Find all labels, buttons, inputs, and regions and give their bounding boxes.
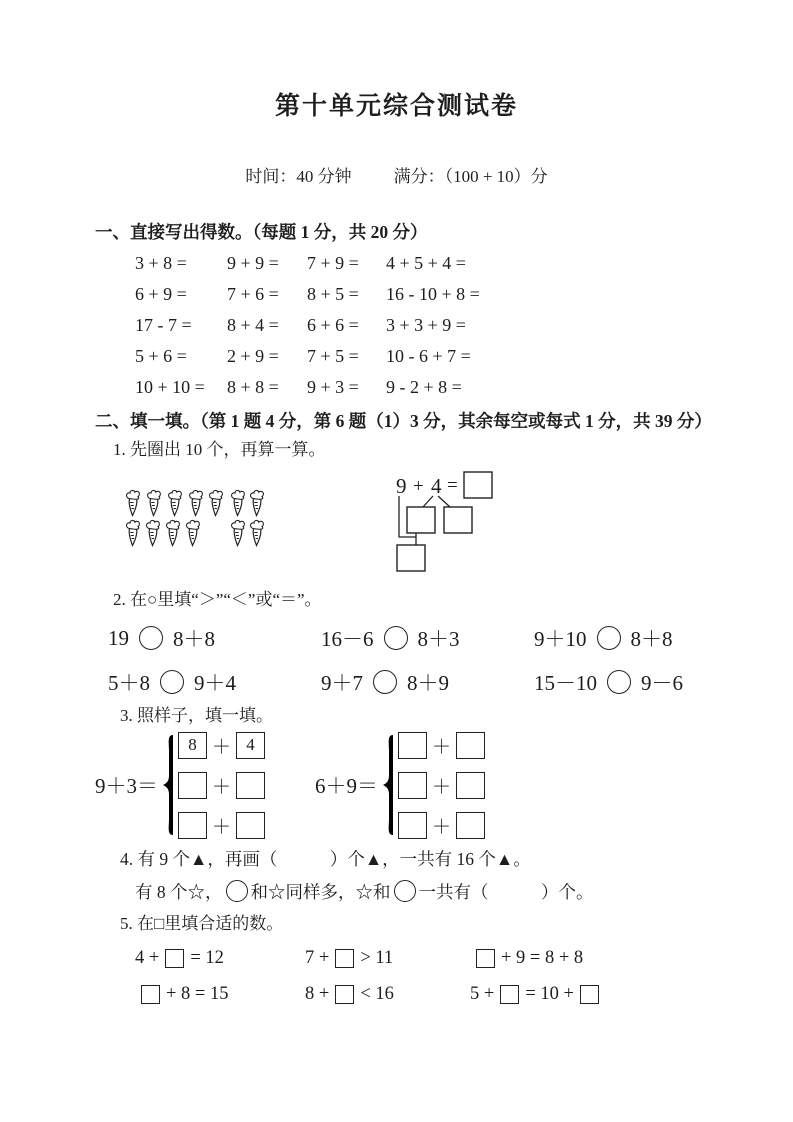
equation: [135, 948, 305, 969]
bracket-rows: [398, 732, 485, 839]
item4-line2: [135, 879, 793, 905]
calc-cell: 5 + 6 =: [135, 346, 187, 366]
plus-sign: ＋: [432, 776, 452, 798]
equation-part: 7 +: [305, 947, 330, 968]
bond-plus-sign: +: [413, 476, 424, 497]
item4-line1: 4. 有 9 个▲，再画（ ）个▲，一共有 16 个▲。: [120, 849, 531, 869]
carrot-icon: [144, 489, 164, 517]
answer-box: [178, 812, 207, 839]
compare-circle: [139, 626, 163, 650]
left-expression: 5＋8: [108, 671, 150, 695]
equation-part: > 11: [360, 947, 394, 968]
answer-box: [398, 732, 427, 759]
fill-box: [476, 949, 495, 968]
carrot-icon: [228, 519, 248, 547]
fill-box: [335, 949, 354, 968]
bracket-diagram: [315, 732, 485, 839]
equation-part: < 16: [360, 983, 394, 1004]
plus-sign: ＋: [432, 736, 452, 758]
bond-part-box: [407, 507, 435, 533]
calc-row: [135, 341, 793, 372]
answer-box: [398, 812, 427, 839]
item2-text: 2. 在○里填“＞”“＜”或“＝”。: [113, 590, 322, 609]
fill-box: [335, 985, 354, 1004]
answer-box: 8: [178, 732, 207, 759]
calc-cell: 16 - 10 + 8 =: [386, 284, 480, 304]
calc-cell: 7 + 5 =: [307, 346, 359, 366]
plus-sign: ＋: [212, 736, 232, 758]
page-title: 第十单元综合测试卷: [274, 92, 518, 120]
fill-box: [165, 949, 184, 968]
answer-box: [398, 772, 427, 799]
circle-shape: [394, 880, 416, 902]
item4-line2-part: 一共有（ ）个。: [418, 882, 594, 902]
carrot-icon: [247, 489, 267, 517]
equation: [470, 948, 583, 969]
bond-addend1: 9: [396, 474, 407, 498]
equation-part: + 8 = 15: [166, 983, 229, 1004]
equation-part: 8 +: [305, 983, 330, 1004]
bracket-diagram: [95, 732, 265, 839]
carrot-icon: [228, 489, 248, 517]
bracket-row: [178, 732, 265, 759]
equation-row: [135, 945, 793, 971]
calc-cell: 3 + 8 =: [135, 253, 187, 273]
comparison-row: [108, 667, 793, 697]
left-expression: 9＋7: [321, 671, 363, 695]
calc-cell: 8 + 8 =: [227, 377, 279, 397]
calc-cell: 7 + 9 =: [307, 253, 359, 273]
section2-heading: 二、填一填。（第 1 题 4 分，第 6 题（1）3 分，其余每空或每式 1 分，共 39 分）: [95, 411, 712, 431]
right-expression: 8＋8: [630, 627, 673, 651]
exam-meta: [0, 166, 793, 188]
item5-text: 5. 在□里填合适的数。: [120, 914, 284, 933]
calc-cell: 17 - 7 =: [135, 315, 192, 335]
right-expression: 8＋8: [173, 627, 215, 651]
right-expression: 9－6: [641, 671, 683, 695]
calc-cell: 3 + 3 + 9 =: [386, 315, 466, 335]
bracket-row: [398, 732, 485, 759]
right-expression: 8＋3: [417, 627, 460, 651]
equation: [305, 984, 470, 1005]
comparison-item: [534, 623, 673, 653]
equation-row: [135, 981, 793, 1007]
calc-row: [135, 248, 793, 279]
fill-box: [500, 985, 519, 1004]
equation: [135, 984, 305, 1005]
comparison-item: [321, 667, 534, 697]
answer-box: [456, 772, 485, 799]
left-expression: 16－6: [321, 627, 374, 651]
circle-shape: [226, 880, 248, 902]
item4-line2-part: 有 8 个☆，: [135, 882, 223, 902]
bracket-row: [178, 812, 265, 839]
bond-ten-box: [397, 545, 425, 571]
comparison-item: [108, 667, 321, 697]
carrot-icon: [163, 519, 183, 547]
answer-box: [456, 732, 485, 759]
section1-problems: [0, 248, 793, 403]
compare-circle: [373, 670, 397, 694]
equation: [470, 984, 605, 1005]
calc-cell: 10 - 6 + 7 =: [386, 346, 471, 366]
calc-cell: 9 - 2 + 8 =: [386, 377, 462, 397]
calc-cell: 2 + 9 =: [227, 346, 279, 366]
carrot-icon: [165, 489, 185, 517]
equation-part: 5 +: [470, 983, 495, 1004]
carrot-icon: [186, 489, 206, 517]
item1-text: 1. 先圈出 10 个，再算一算。: [113, 440, 326, 459]
answer-box: [236, 772, 265, 799]
calc-cell: 8 + 4 =: [227, 315, 279, 335]
left-expression: 19: [108, 625, 129, 650]
answer-box: [456, 812, 485, 839]
brace-icon: [160, 733, 176, 837]
comparison-item: [108, 623, 321, 653]
fill-box: [141, 985, 160, 1004]
compare-circle: [607, 670, 631, 694]
item3-figure: [95, 731, 793, 839]
comparison-item: [321, 623, 534, 653]
comparison-row: [108, 623, 793, 653]
carrot-icon: [247, 519, 267, 547]
bracket-rows: [178, 732, 265, 839]
bond-part-box: [444, 507, 472, 533]
exam-score: 满分：（100 + 10）分: [393, 167, 548, 186]
left-expression: 9＋10: [534, 627, 587, 651]
bracket-label: 9＋3＝: [95, 774, 158, 798]
answer-box: 4: [236, 732, 265, 759]
item4-line2-part: 和☆同样多，☆和: [250, 882, 391, 902]
section1-heading: 一、直接写出得数。（每题 1 分，共 20 分）: [95, 222, 428, 242]
calc-row: [135, 372, 793, 403]
calc-row: [135, 310, 793, 341]
calc-cell: 6 + 6 =: [307, 315, 359, 335]
bracket-label: 6＋9＝: [315, 774, 379, 798]
carrot-icon: [183, 519, 203, 547]
bond-result-box: [464, 472, 492, 498]
calc-cell: 8 + 5 =: [307, 284, 359, 304]
equation-part: 4 +: [135, 947, 160, 968]
plus-sign: ＋: [212, 776, 232, 798]
plus-sign: ＋: [432, 816, 452, 838]
bracket-row: [398, 812, 485, 839]
answer-box: [178, 772, 207, 799]
equation: [305, 948, 470, 969]
comparison-item: [534, 667, 683, 697]
item3-text: 3. 照样子，填一填。: [120, 706, 273, 725]
carrot-icon: [123, 489, 143, 517]
calc-cell: 9 + 3 =: [307, 377, 359, 397]
calc-cell: 10 + 10 =: [135, 377, 205, 397]
calc-cell: 7 + 6 =: [227, 284, 279, 304]
exam-time: 时间：40 分钟: [245, 167, 352, 186]
fill-box: [580, 985, 599, 1004]
carrot-icon: [143, 519, 163, 547]
brace-icon: [380, 733, 396, 837]
carrot-icon: [206, 489, 226, 517]
left-expression: 15－10: [534, 671, 597, 695]
right-expression: 8＋9: [407, 671, 449, 695]
carrots-figure: [0, 461, 793, 581]
carrot-icon: [123, 519, 143, 547]
right-expression: 9＋4: [194, 671, 236, 695]
number-bond-figure: [388, 463, 538, 581]
calc-row: [135, 279, 793, 310]
bond-equals-sign: =: [447, 475, 458, 496]
bracket-row: [178, 772, 265, 799]
compare-circle: [597, 626, 621, 650]
compare-circle: [384, 626, 408, 650]
equation-part: = 10 +: [525, 983, 574, 1004]
bracket-row: [398, 772, 485, 799]
calc-cell: 9 + 9 =: [227, 253, 279, 273]
calc-cell: 6 + 9 =: [135, 284, 187, 304]
compare-circle: [160, 670, 184, 694]
plus-sign: ＋: [212, 816, 232, 838]
calc-cell: 4 + 5 + 4 =: [386, 253, 466, 273]
answer-box: [236, 812, 265, 839]
equation-part: = 12: [190, 947, 224, 968]
equation-part: + 9 = 8 + 8: [501, 947, 584, 968]
bond-addend2: 4: [431, 474, 442, 498]
